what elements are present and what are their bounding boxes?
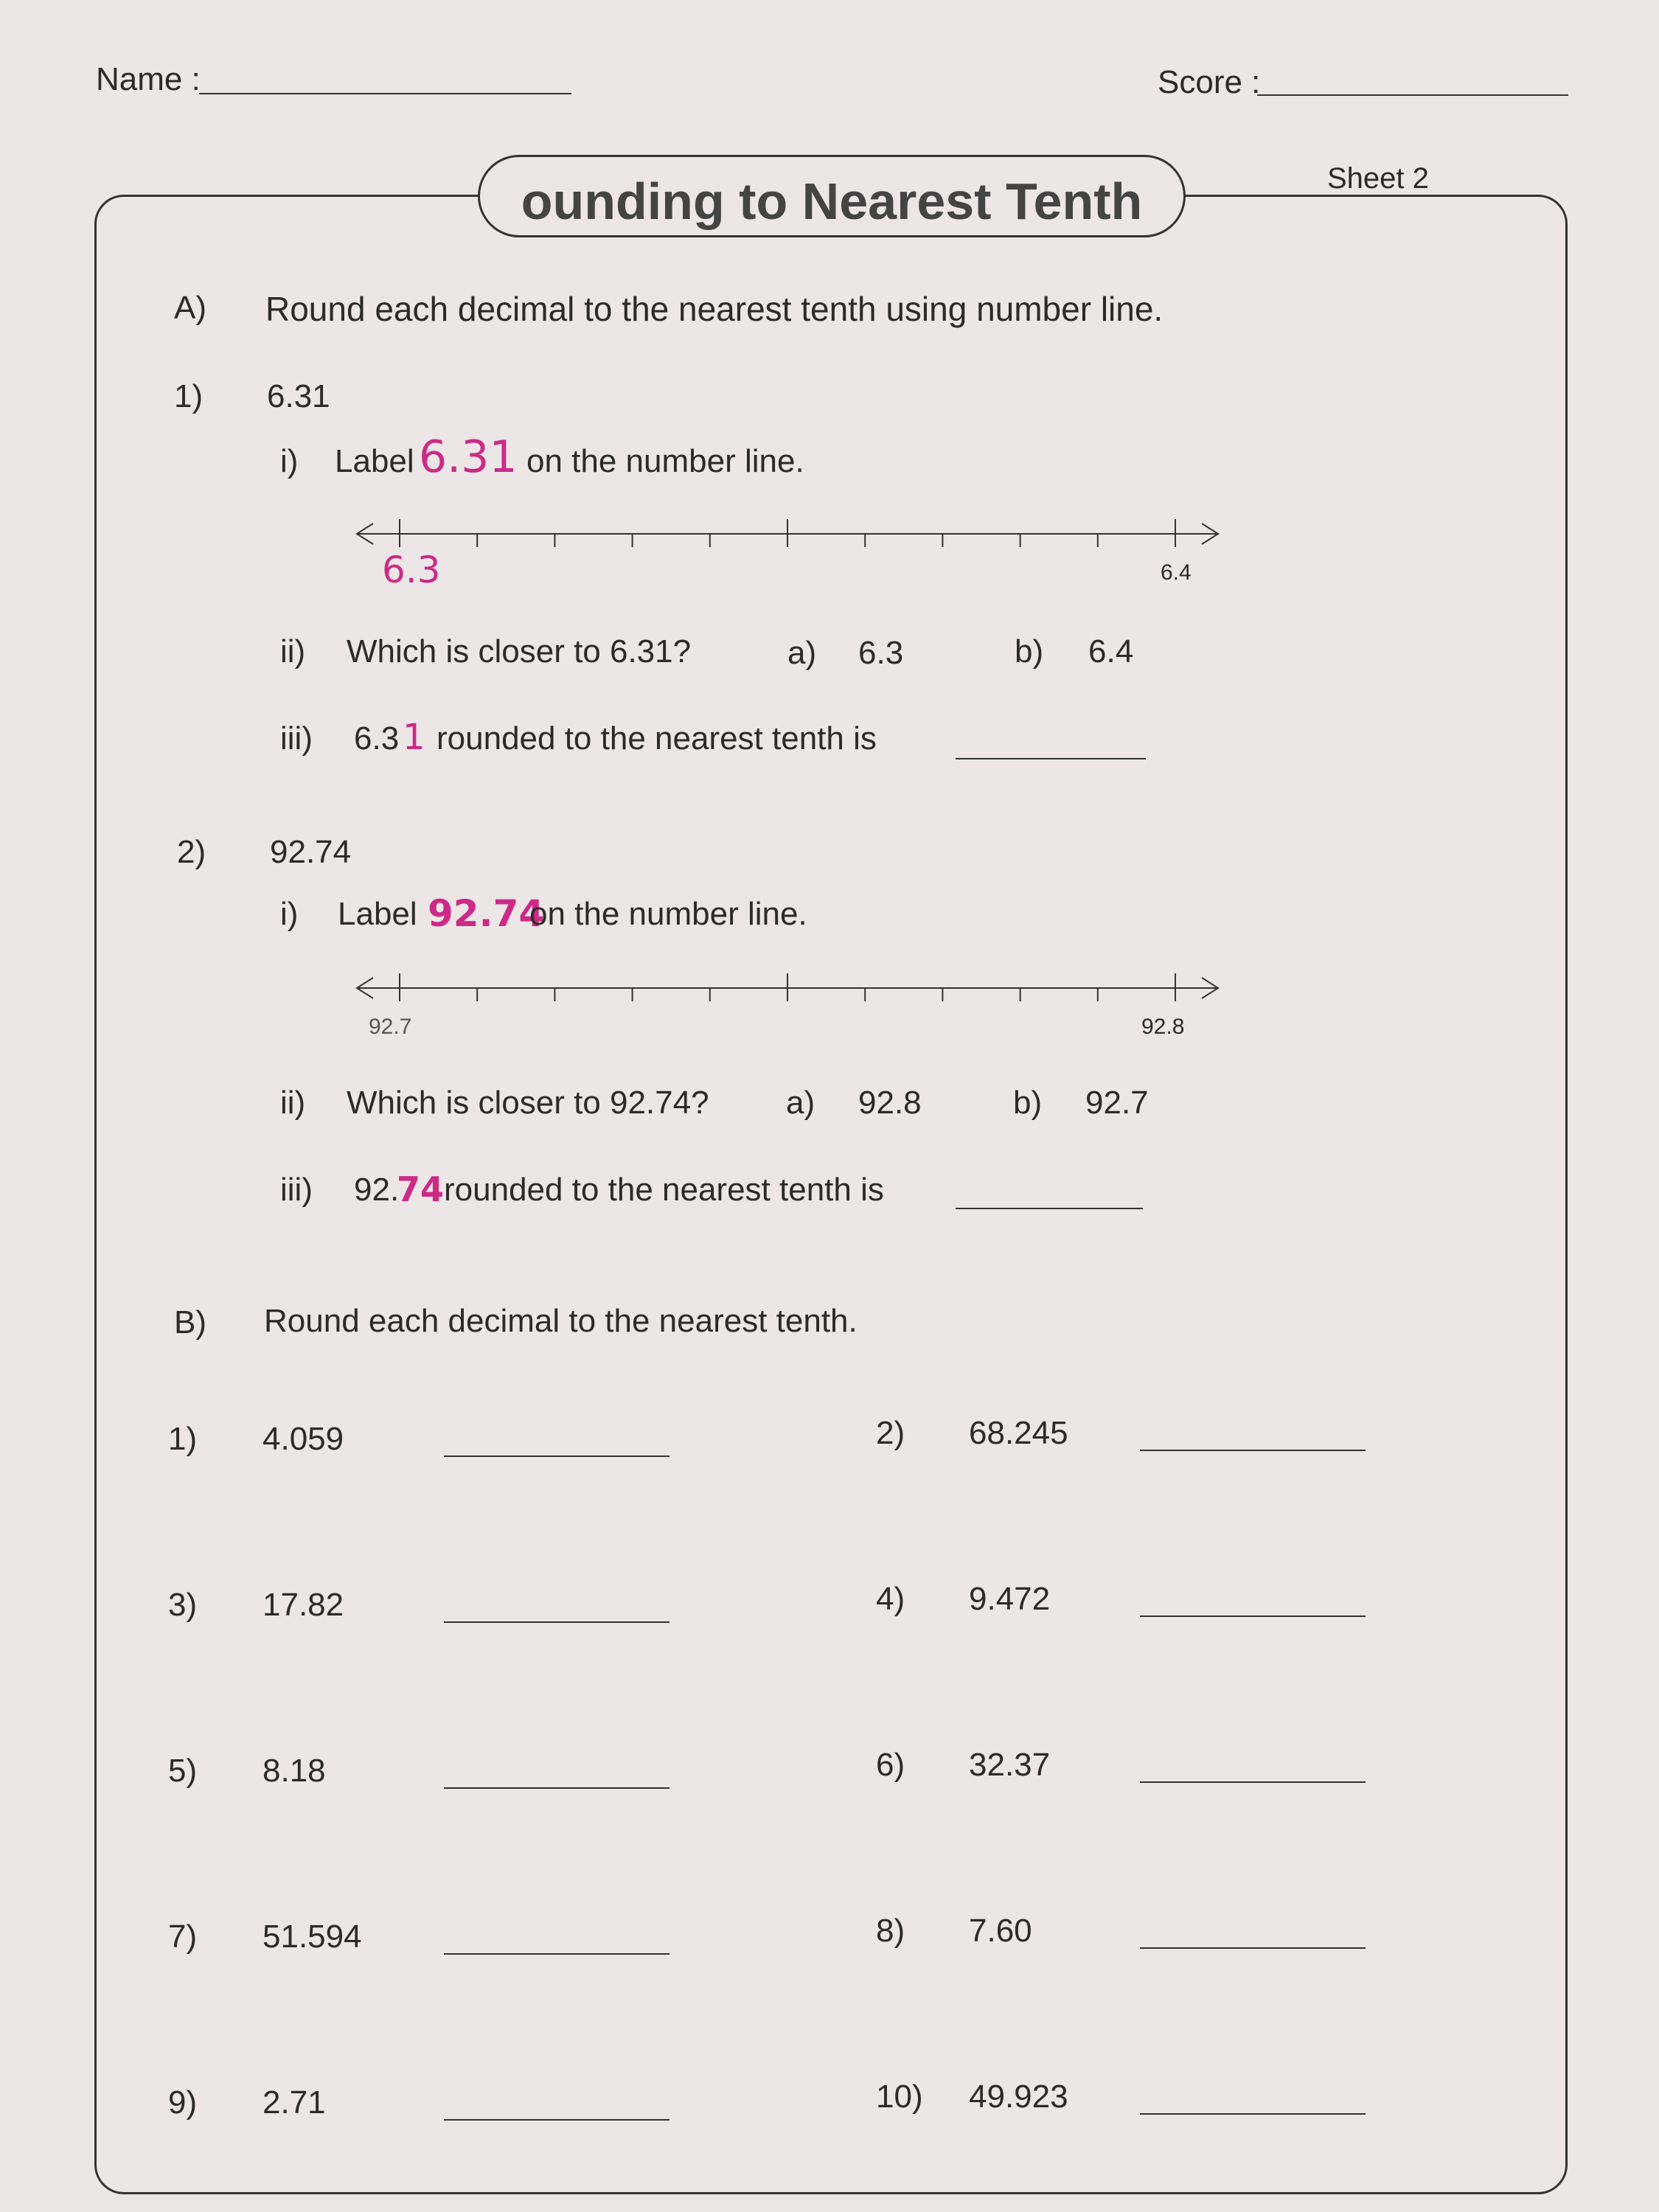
section-b-item-number: 6) [876, 1747, 905, 1783]
score-field[interactable] [1257, 94, 1568, 96]
q1-part-iii-text: rounded to the nearest tenth is [437, 720, 877, 757]
page-title: ounding to Nearest Tenth [521, 173, 1143, 230]
q2-line-end-label: 92.8 [1141, 1015, 1185, 1039]
section-b-answer-blank[interactable] [444, 2119, 669, 2121]
q1-option-a-label: a) [787, 635, 817, 671]
section-b-answer-blank[interactable] [1140, 2113, 1366, 2115]
sheet-label: Sheet 2 [1327, 162, 1429, 195]
name-field[interactable] [199, 93, 571, 94]
q1-part-iii-prefix: 6.3 [354, 720, 400, 757]
q1-number-line [347, 509, 1231, 582]
q1-line-end-label: 6.4 [1161, 560, 1192, 585]
section-b-item-number: 10) [876, 2079, 923, 2115]
q2-part-iii-prefix: 92. [354, 1172, 400, 1208]
section-b-answer-blank[interactable] [444, 1953, 669, 1955]
section-b-item-number: 5) [168, 1753, 198, 1789]
section-b-instruction: Round each decimal to the nearest tenth. [264, 1303, 858, 1339]
q1-part-iii-handwritten: 1 [403, 717, 425, 758]
section-b-item-value: 4.059 [262, 1421, 344, 1457]
section-b-item-number: 7) [168, 1919, 198, 1955]
section-b-item-value: 49.923 [969, 2079, 1068, 2115]
section-a-instruction: Round each decimal to the nearest tenth using number line. [265, 290, 1164, 328]
q1-option-b-value[interactable]: 6.4 [1088, 633, 1134, 669]
q1-number: 1) [174, 378, 204, 414]
section-b-answer-blank[interactable] [444, 1455, 669, 1457]
q1-handwritten-label: 6.31 [419, 431, 518, 483]
section-b-answer-blank[interactable] [1140, 1781, 1366, 1783]
section-b-item-number: 2) [876, 1415, 905, 1451]
section-b-item-value: 7.60 [969, 1913, 1032, 1949]
section-b-item-value: 8.18 [262, 1753, 326, 1789]
section-b-item-number: 3) [168, 1587, 198, 1623]
q1-line-start-label: 6.3 [382, 549, 441, 591]
section-b-item-number: 9) [168, 2084, 198, 2121]
q2-option-a-label: a) [786, 1085, 815, 1121]
q2-handwritten-label: 92.74 [428, 892, 545, 935]
section-b-answer-blank[interactable] [1140, 1450, 1366, 1451]
q2-option-b-label: b) [1013, 1085, 1043, 1121]
section-b-item-value: 51.594 [262, 1919, 362, 1955]
q2-part-ii-question: Which is closer to 92.74? [347, 1085, 709, 1121]
q2-part-iii-label: iii) [280, 1172, 313, 1208]
q2-part-i-label: i) [280, 896, 299, 932]
q2-part-iii-handwritten: 74 [397, 1169, 445, 1209]
q2-line-start-label: 92.7 [369, 1015, 412, 1039]
section-b-answer-blank[interactable] [444, 1621, 669, 1623]
section-b-item-value: 17.82 [262, 1587, 344, 1623]
q1-option-a-value[interactable]: 6.3 [858, 635, 904, 671]
section-b-item-value: 9.472 [969, 1581, 1051, 1617]
section-b-label: B) [174, 1304, 206, 1340]
section-b-item-value: 2.71 [262, 2084, 326, 2121]
section-a-label: A) [174, 290, 206, 326]
q1-value: 6.31 [267, 378, 330, 414]
q2-part-ii-label: ii) [280, 1085, 306, 1121]
q2-number-line [347, 963, 1231, 1037]
q1-part-i-text-end: on the number line. [526, 443, 804, 479]
q1-part-i-label: i) [280, 443, 299, 479]
q2-part-iii-text: rounded to the nearest tenth is [444, 1172, 884, 1208]
section-b-answer-blank[interactable] [1140, 1615, 1366, 1617]
name-label: Name : [96, 61, 201, 97]
section-b-answer-blank[interactable] [1140, 1947, 1366, 1949]
score-label: Score : [1158, 64, 1261, 100]
q2-number: 2) [177, 834, 206, 870]
q2-part-i-text-start: Label [338, 896, 417, 932]
q1-part-ii-label: ii) [280, 633, 306, 669]
section-b-answer-blank[interactable] [444, 1787, 669, 1789]
title-box [478, 155, 1186, 237]
q1-answer-blank[interactable] [956, 758, 1146, 759]
section-b-item-number: 1) [168, 1421, 198, 1457]
q1-option-b-label: b) [1015, 633, 1044, 669]
section-b-item-value: 32.37 [969, 1747, 1051, 1783]
q1-part-i-text-start: Label [335, 443, 414, 479]
q2-part-i-text-end: on the number line. [529, 896, 807, 932]
section-b-item-number: 4) [876, 1581, 905, 1617]
q2-answer-blank[interactable] [956, 1208, 1143, 1209]
q2-value: 92.74 [270, 834, 352, 870]
section-b-item-number: 8) [876, 1913, 905, 1949]
q2-option-b-value[interactable]: 92.7 [1085, 1085, 1149, 1121]
q1-part-ii-question: Which is closer to 6.31? [347, 633, 692, 669]
section-b-item-value: 68.245 [969, 1415, 1068, 1451]
q1-part-iii-label: iii) [280, 720, 313, 757]
q2-option-a-value[interactable]: 92.8 [858, 1085, 922, 1121]
